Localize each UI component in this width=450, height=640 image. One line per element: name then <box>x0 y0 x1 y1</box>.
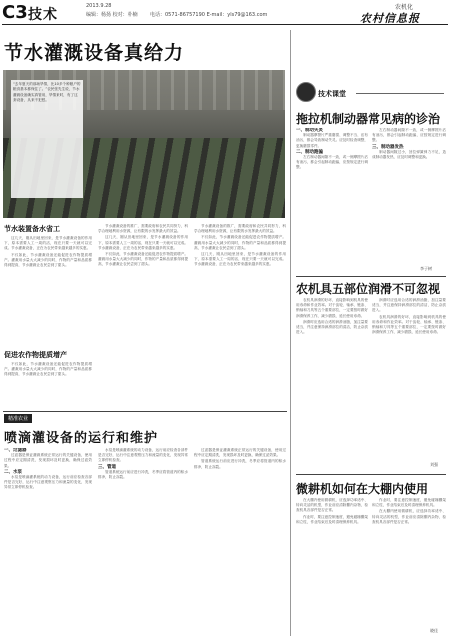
article1-body1: 这几天，刚从田地里回来，是节水灌溉设备的作用下，原本需要人工一周的活，现在只要一天就可以完成。节水灌溉设备，正在为农民带来越来越多的实惠。 <box>4 236 92 251</box>
article1-body2-b: 不仅如此，节水灌溉设备还能促进农作物提质增产。灌溉用水量大大减少的同时，作物的产量和品质都得到提高，节水灌溉让农民尝到了甜头。 <box>98 252 188 267</box>
article3-body2: 左右制动器间隙不一致，或一侧摩擦片沾有油污，都会引起制动跑偏，应按规定进行调整。 <box>296 155 368 170</box>
article2-sub3: 三、管道 <box>98 464 116 470</box>
divider-article4 <box>296 276 446 277</box>
headline-sprinkler: 喷滴灌设备的运行和维护 <box>4 431 159 446</box>
article2-body3-b: 管道系统运行前应进行冲洗，冬季应将管道内的积水排净，防止冻裂。 <box>194 459 286 469</box>
article3-sub3: 三、制动器发热 <box>372 144 404 150</box>
article5-col1 <box>296 498 368 636</box>
article3-sub2: 二、制动跑偏 <box>296 149 323 155</box>
article4-col2 <box>372 298 446 458</box>
article5-col2 <box>372 498 446 628</box>
badge-circle-icon <box>296 82 316 102</box>
column-rule <box>290 30 291 636</box>
article1-col1-b <box>4 362 92 410</box>
article4-body1: 农机具润滑的好坏，直接影响到机具的使用寿命和作业效率。对于齿轮、轴承、链条、销轴和刀具等五个重要部位，一定要按时做好润滑保养工作，减少磨损，延长使用寿命。 <box>296 298 368 318</box>
headline-lubrication: 农机具五部位润滑不可忽视 <box>296 282 441 296</box>
article4-col1 <box>296 298 368 468</box>
article3-body1: 制动器摩擦片严重磨损、调整不当、沾有油污，都会导致制动失灵。应及时检查调整，更换磨损零件。 <box>296 133 368 148</box>
article4-author: 刘强 <box>430 462 438 467</box>
contact-info: 电话：0571-86757190 E-mail：yls79@163.com <box>150 12 268 18</box>
headline-micro-tiller: 微耕机如何在大棚内使用 <box>296 482 429 496</box>
article5-body1-b: 在大棚内使用微耕机，应选择功率适中、转向灵活的机型，作业前应清除棚内杂物，检查机具各部件是否正常。 <box>372 509 446 524</box>
article4-body2: 润滑时应选用合适的润滑油脂，加注量要适当，并注意保持润滑部位的清洁，防止杂质进入。 <box>296 319 368 335</box>
section-tag: 精准农业 <box>4 414 32 423</box>
headline-water-saving: 节水灌溉设备真给力 <box>4 42 185 64</box>
headline-brake: 拖拉机制动器常见病的诊治 <box>296 112 441 126</box>
article3-author: 李子树 <box>420 266 432 271</box>
article2-sub1: 一、过滤器 <box>4 448 27 453</box>
article4-body1-b: 农机具润滑的好坏，直接影响到机具的使用寿命和作业效率。对于齿轮、轴承、链条、销轴和刀具等五个重要部位，一定要按时做好润滑保养工作，减少磨损，延长使用寿命。 <box>372 314 446 335</box>
article2-body1-b: 过滤器是保证灌溉系统正常运行的关键设备，使用过程中应定期清洗，发现损坏及时更换，确保过滤效果。 <box>194 448 286 458</box>
article2-body3: 管道系统运行前应进行冲洗，冬季应将管道内的积水排净，防止冻裂。 <box>98 469 188 480</box>
article1-body1-c: 这几天，刚从田地里回来，是节水灌溉设备的作用下，原本需要人工一周的活，现在只要一天就可以完成。节水灌溉设备，正在为农民带来越来越多的实惠。 <box>194 252 286 267</box>
article3-body3: 制动器间隙过小，回位弹簧弹力不足，造成制动器发热，应及时调整和更换。 <box>372 149 446 160</box>
masthead-logo: 农村信息报 <box>360 12 420 25</box>
article1-body3: 节水灌溉设备的推广，需要政府和农民共同努力，科学合理地利用水资源，让有限的水发挥最大的效益。 <box>98 224 188 234</box>
article2-col3 <box>194 448 286 636</box>
issue-date: 2013.9.28 <box>86 3 112 9</box>
subhead-save-water: 节水装置备水省工 <box>4 225 60 233</box>
article2-body2-b: 水泵是喷滴灌系统的动力设备，运行前应检查各部件是否完好，运行中注意观察压力和流量的变化，发现异常立即停机检查。 <box>98 448 188 463</box>
article1-body1-cont: 不仅如此，节水灌溉设备还能促进农作物提质增产。灌溉用水量大大减少的同时，作物的产量和品质都得到提高，节水灌溉让农民尝到了甜头。 <box>4 252 92 268</box>
tech-class-badge <box>296 82 446 104</box>
article2-body2: 水泵是喷滴灌系统的动力设备，运行前应检查各部件是否完好，运行中注意观察压力和流量的变化，发现异常立即停机检查。 <box>4 475 92 490</box>
photo-caption: “去年夏天的那场旱情，比10多个种粮户的粮食基本都保住了。”农民张先生说，节水灌溉设备确实真管用，旱情来时，有了这套设备，从来不犯愁。 <box>11 80 83 198</box>
article2-col1 <box>4 448 92 636</box>
article3-col1 <box>296 128 368 276</box>
article2-col2 <box>98 448 188 636</box>
article1-col3 <box>194 224 286 410</box>
article1-body2-c: 不仅如此，节水灌溉设备还能促进农作物提质增产。灌溉用水量大大减少的同时，作物的产量和品质都得到提高，节水灌溉让农民尝到了甜头。 <box>194 235 286 250</box>
article5-body2: 作业时，要注意控制速度，避免碰撞棚架和立柱，作业结束后及时清理保养机具。 <box>296 514 368 524</box>
article1-body1-b: 这几天，刚从田地里回来，是节水灌溉设备的作用下，原本需要人工一周的活，现在只要一天就可以完成。节水灌溉设备，正在为农民带来越来越多的实惠。 <box>98 235 188 250</box>
article3-body2-b: 左右制动器间隙不一致，或一侧摩擦片沾有油污，都会引起制动跑偏，应按规定进行调整。 <box>372 128 446 143</box>
article5-author: 晓佳 <box>430 628 438 633</box>
article3-sub1: 一、制动失灵 <box>296 128 323 133</box>
badge-line <box>356 93 444 94</box>
article5-body2-b: 作业时，要注意控制速度，避免碰撞棚架和立柱，作业结束后及时清理保养机具。 <box>372 498 446 508</box>
article3-col2 <box>372 128 446 264</box>
divider-article2 <box>3 411 287 412</box>
article1-body3-b: 节水灌溉设备的推广，需要政府和农民共同努力，科学合理地利用水资源，让有限的水发挥最大的效益。 <box>194 224 286 234</box>
article1-body2: 不仅如此，节水灌溉设备还能促进农作物提质增产。灌溉用水量大大减少的同时，作物的产量和品质都得到提高，节水灌溉让农民尝到了甜头。 <box>4 362 92 377</box>
article1-col2 <box>98 224 188 410</box>
subhead-yield: 促进农作物提质增产 <box>4 351 67 359</box>
divider-article5 <box>296 474 446 475</box>
section-code: C3 <box>2 2 28 23</box>
masthead-small: 农机化 <box>395 4 414 11</box>
article2-sub2: 二、水泵 <box>4 469 22 475</box>
greenhouse-photo <box>3 70 285 218</box>
article2-body1: 过滤器是保证灌溉系统正常运行的关键设备，使用过程中应定期清洗，发现损坏及时更换，确保过滤效果。 <box>4 453 92 468</box>
article4-body2-b: 润滑时应选用合适的润滑油脂，加注量要适当，并注意保持润滑部位的清洁，防止杂质进入。 <box>372 298 446 313</box>
article1-col1 <box>4 236 92 346</box>
editor-info: 编辑：杨扬 校对：朴楠 <box>86 12 138 18</box>
article5-body1: 在大棚内使用微耕机，应选择功率适中、转向灵活的机型，作业前应清除棚内杂物，检查机具各部件是否正常。 <box>296 498 368 513</box>
section-title: 技术 <box>28 7 58 23</box>
badge-label: 技术课堂 <box>318 90 346 98</box>
